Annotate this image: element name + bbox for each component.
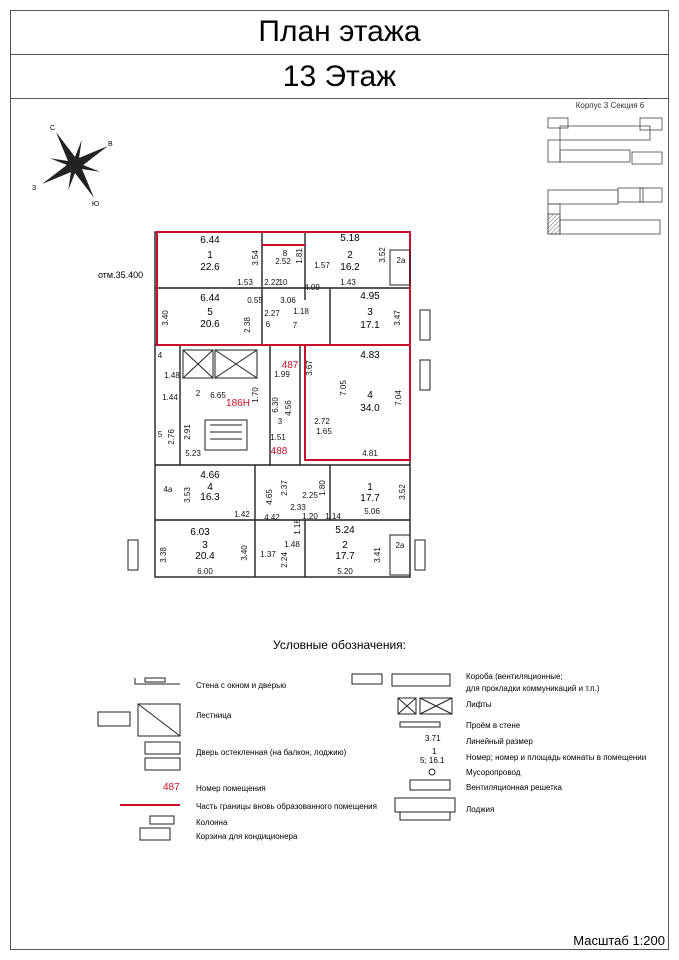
dim-label: 3.40 <box>161 310 170 326</box>
dim-label: 2.37 <box>280 480 289 496</box>
compass-east: В <box>108 141 113 148</box>
room-2-num: 2 <box>347 250 353 261</box>
dim-label: 1.99 <box>274 370 290 379</box>
apartment-487-label: 487 <box>281 360 299 371</box>
room-3-num: 3 <box>367 307 373 318</box>
legend-loggia: Лоджия <box>466 805 495 814</box>
dim-label: 1.53 <box>237 278 253 287</box>
room-5-area: 20.6 <box>200 319 220 330</box>
room-5-num: 5 <box>207 307 213 318</box>
dim-label: 1.57 <box>314 261 330 270</box>
dim-label: 6.65 <box>210 391 226 400</box>
legend-title: Условные обозначения: <box>273 638 406 652</box>
dim-label: 1.70 <box>251 387 260 403</box>
dim-label: 1.51 <box>270 433 286 442</box>
dim-label: 2.76 <box>167 429 176 445</box>
dim-label: 1.81 <box>295 248 304 264</box>
dim-label: 10 <box>278 278 288 287</box>
legend-lifts: Лифты <box>466 700 492 709</box>
legend-boundary: Часть границы вновь образованного помещения <box>196 802 377 811</box>
room-1-width: 6.44 <box>200 235 220 246</box>
dim-label: 2.25 <box>302 491 318 500</box>
dim-label: 6.30 <box>271 397 280 413</box>
legend-num-sample-bottom: 5; 16.1 <box>420 756 445 765</box>
legend-column: Колонна <box>196 818 228 827</box>
room-3b-width: 6.03 <box>190 527 210 538</box>
scale-label: Масштаб 1:200 <box>573 933 665 948</box>
dim-label: 1.44 <box>162 393 178 402</box>
dim-label: 4.42 <box>264 513 280 522</box>
dim-label: 2.33 <box>290 503 306 512</box>
dim-label: 1.43 <box>340 278 356 287</box>
dim-label: 4a <box>163 485 173 494</box>
floor-title: 13 Этаж <box>10 55 669 99</box>
dim-label: 1.14 <box>325 512 341 521</box>
compass-south: Ю <box>92 201 100 208</box>
room-1-num: 1 <box>207 250 213 261</box>
dim-label: 4 <box>157 351 163 360</box>
dim-label: 3.67 <box>305 360 314 376</box>
room-4b-area: 16.3 <box>200 492 220 503</box>
room-3b-area: 20.4 <box>195 551 215 562</box>
room-2b-num: 2 <box>342 540 348 551</box>
compass-north: С <box>50 125 56 132</box>
dim-label: 4.56 <box>284 400 293 416</box>
dim-label: 2a <box>396 256 406 265</box>
room-3-width: 4.95 <box>360 291 380 302</box>
legend-dim-sample: 3.71 <box>425 734 441 743</box>
legend-stairs: Лестница <box>196 711 232 720</box>
elevation-mark: отм.35.400 <box>98 270 144 280</box>
dim-label: 2 <box>195 389 201 398</box>
dim-label: 1.42 <box>234 510 250 519</box>
dim-label: 8 <box>282 249 288 258</box>
room-4-area: 34.0 <box>360 403 380 414</box>
room-4b-num: 4 <box>207 482 213 493</box>
dim-label: 1.18 <box>293 307 309 316</box>
dim-label: 2.27 <box>264 309 280 318</box>
room-4-width: 4.83 <box>360 350 380 361</box>
legend-vent: Вентиляционная решетка <box>466 783 562 792</box>
dim-label: 3.54 <box>251 250 260 266</box>
dim-label: 5.06 <box>364 507 380 516</box>
dim-label: 5.23 <box>185 449 201 458</box>
dim-label: 1.80 <box>318 480 327 496</box>
dim-label: 1.20 <box>302 512 318 521</box>
legend-room-num: Номер помещения <box>196 784 266 793</box>
dim-label: 7.05 <box>339 380 348 396</box>
legend-ducts-2: для прокладки коммуникаций и т.п.) <box>466 684 600 693</box>
dim-label: 2.52 <box>275 257 291 266</box>
room-3b-num: 3 <box>202 540 208 551</box>
dim-label: 1.48 <box>284 540 300 549</box>
dim-label: 7 <box>292 321 298 330</box>
room-2b-area: 17.7 <box>335 551 355 562</box>
dim-label: 4.09 <box>304 283 320 292</box>
dim-label: 6 <box>265 320 271 329</box>
dim-label: 2.38 <box>243 317 252 333</box>
legend-garbage: Мусоропровод <box>466 768 521 777</box>
dim-label: 3.53 <box>183 487 192 503</box>
legend-ducts-1: Короба (вентиляционные; <box>466 672 563 681</box>
room-5-width: 6.44 <box>200 293 220 304</box>
dim-label: 6.00 <box>197 567 213 576</box>
room-4b-width: 4.66 <box>200 470 220 481</box>
dim-label: 1.16 <box>293 519 302 535</box>
dim-label: 3.52 <box>378 247 387 263</box>
room-1b-num: 1 <box>367 482 373 493</box>
dim-label: 3.47 <box>393 310 402 326</box>
key-plan-label: Корпус 3 Секция 6 <box>575 101 645 110</box>
dim-label: 3 <box>277 417 283 426</box>
room-2-width: 5.18 <box>340 233 360 244</box>
dim-label: 0.55 <box>247 296 263 305</box>
legend-ac-basket: Корзина для кондиционера <box>196 832 298 841</box>
dim-label: 5 <box>157 430 163 439</box>
room-3-area: 17.1 <box>360 320 380 331</box>
compass-west: З <box>32 185 37 192</box>
dim-label: 5.20 <box>337 567 353 576</box>
apartment-488-label: 488 <box>270 446 288 457</box>
dim-label: 2.72 <box>314 417 330 426</box>
dim-label: 1.37 <box>260 550 276 559</box>
dim-label: 3.41 <box>373 547 382 563</box>
dim-label: 1.48 <box>164 371 180 380</box>
dim-label: 4.65 <box>265 489 274 505</box>
apartment-186-label: 186Н <box>226 398 250 409</box>
dim-label: 3.40 <box>240 545 249 561</box>
dim-label: 2.24 <box>280 552 289 568</box>
legend-num-sample-top: 1 <box>432 747 437 756</box>
legend-dim: Линейный размер <box>466 737 533 746</box>
legend-glass-door: Дверь остекленная (на балкон, лоджию) <box>196 748 347 757</box>
legend-num: Номер; номер и площадь комнаты в помещении <box>466 753 647 762</box>
dim-label: 3.38 <box>159 547 168 563</box>
dim-label: 3.06 <box>280 296 296 305</box>
legend-room-num-sample: 487 <box>163 782 180 793</box>
dim-label: 4.81 <box>362 449 378 458</box>
dim-label: 7.04 <box>394 390 403 406</box>
room-4-num: 4 <box>367 390 373 401</box>
legend-wall: Стена с окном и дверью <box>196 681 287 690</box>
legend-opening: Проём в стене <box>466 721 521 730</box>
room-1-area: 22.6 <box>200 262 220 273</box>
room-1b-area: 17.7 <box>360 493 380 504</box>
dim-label: 3.52 <box>398 484 407 500</box>
room-2-area: 16.2 <box>340 262 360 273</box>
dim-label: 2a <box>395 541 405 550</box>
dim-label: 1.65 <box>316 427 332 436</box>
page-title: План этажа <box>10 10 669 55</box>
dim-label: 2.91 <box>183 424 192 440</box>
dim-label: 2.22 <box>264 278 280 287</box>
room-2b-width: 5.24 <box>335 525 355 536</box>
